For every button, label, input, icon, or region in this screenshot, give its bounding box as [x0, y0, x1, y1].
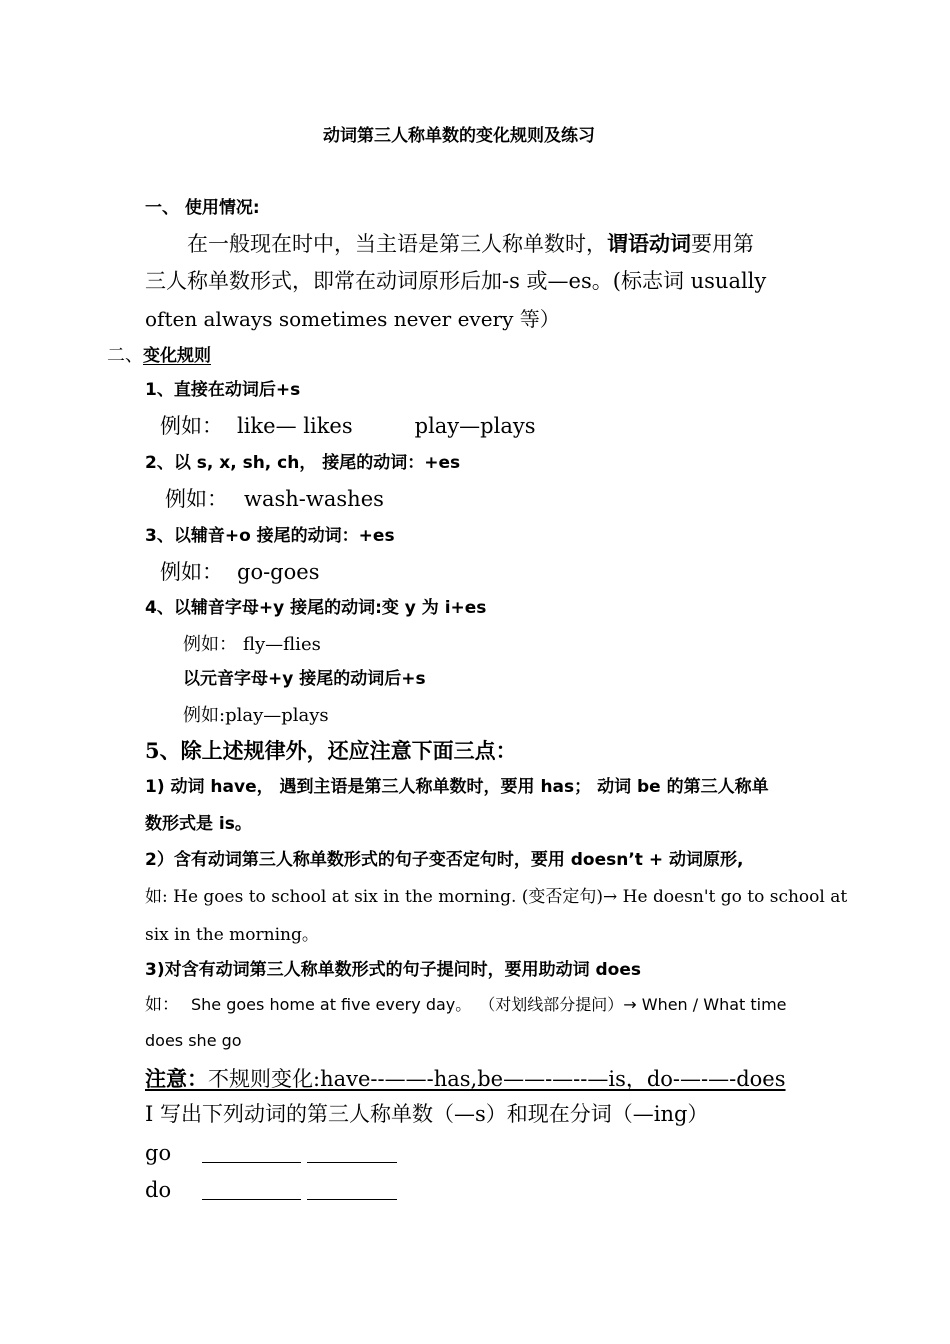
section-1-heading: 一、 使用情况: [145, 198, 260, 218]
rule-4: 4、以辅音字母+y 接尾的动词:变 y 为 i+es [145, 598, 487, 618]
note-1-line-2: 数形式是 is。 [145, 814, 252, 834]
exercise-item [145, 1143, 171, 1164]
note-3-line-2 [145, 997, 787, 1014]
rule-1-example [160, 416, 536, 437]
rule-2-example [165, 489, 384, 510]
rule-5-text: 5、除上述规律外，还应注意下面三点： [145, 738, 517, 763]
rule-4b-example: 例如:play—plays [183, 705, 329, 726]
irregular-note [145, 1068, 786, 1090]
rule-3-example-value: go-goes [237, 560, 320, 584]
rule-3-example [160, 562, 319, 583]
rule-2-example-label: 例如： [165, 487, 228, 511]
note-3-instruction: （对划线部分提问）→ When / What time [479, 995, 787, 1014]
note-3-line-3: does she go [145, 1031, 242, 1050]
exercise-item [145, 1180, 171, 1201]
section-2-title: 变化规则 [143, 346, 211, 366]
section-1-line-2: 三人称单数形式，即常在动词原形后加-s 或—es。(标志词 usually [145, 269, 767, 293]
rule-2: 2、以 s, x, sh, ch， 接尾的动词：+es [145, 453, 461, 473]
irregular-note-label: 注意： [145, 1066, 208, 1091]
rule-4b: 以元音字母+y 接尾的动词后+s [183, 669, 426, 689]
note-2-line-1: 2）含有动词第三人称单数形式的句子变否定句时，要用 doesn’t + 动词原形, [145, 850, 744, 870]
section-1-line-1 [187, 233, 754, 255]
rule-2-example-value: wash-washes [244, 487, 384, 511]
rule-4-example-value: fly—flies [243, 634, 321, 655]
note-3-line-1: 3)对含有动词第三人称单数形式的句子提问时，要用助动词 does [145, 960, 642, 980]
answer-blank-s[interactable] [202, 1199, 301, 1200]
exercise-heading: I 写出下列动词的第三人称单数（—s）和现在分词（—ing） [145, 1102, 709, 1126]
rule-4-example-label: 例如： [183, 634, 237, 655]
rule-4-example [183, 636, 321, 654]
rule-1-example-2: play—plays [414, 414, 536, 438]
section-2-prefix: 二、 [107, 345, 143, 366]
note-1-line-1: 1) 动词 have， 遇到主语是第三人称单数时，要用 has； 动词 be 的第三人称单 [145, 777, 769, 797]
rule-1-example-label: 例如： [160, 414, 223, 438]
section-1-bold-term: 谓语动词 [607, 231, 691, 256]
rule-3-example-label: 例如： [160, 560, 223, 584]
answer-blank-ing[interactable] [307, 1162, 397, 1163]
section-1-text-b: 要用第 [691, 232, 754, 256]
note-2-line-2: 如: He goes to school at six in the morning. (变否定句)→ He doesn't go to school at [145, 887, 848, 907]
page-title: 动词第三人称单数的变化规则及练习 [323, 126, 595, 146]
rule-3: 3、以辅音+o 接尾的动词：+es [145, 526, 395, 546]
section-1-line-3: often always sometimes never every 等） [145, 307, 560, 331]
note-3-sentence: She goes home at five every day。 [191, 995, 472, 1014]
exercise-verb: go [145, 1141, 172, 1165]
rule-5 [145, 740, 517, 762]
irregular-note-text: 不规则变化:have--——-has,be——-—--—is，do-—-—-does [208, 1067, 786, 1091]
rule-1-example-1: like— likes [237, 414, 353, 438]
note-2-line-3: six in the morning。 [145, 925, 319, 945]
section-1-text-a: 在一般现在时中，当主语是第三人称单数时， [187, 232, 607, 256]
note-3-prefix: 如： [145, 995, 179, 1015]
rule-1: 1、直接在动词后+s [145, 380, 301, 400]
answer-blank-s[interactable] [202, 1162, 301, 1163]
section-2-heading [107, 347, 211, 365]
exercise-verb: do [145, 1178, 172, 1202]
answer-blank-ing[interactable] [307, 1199, 397, 1200]
